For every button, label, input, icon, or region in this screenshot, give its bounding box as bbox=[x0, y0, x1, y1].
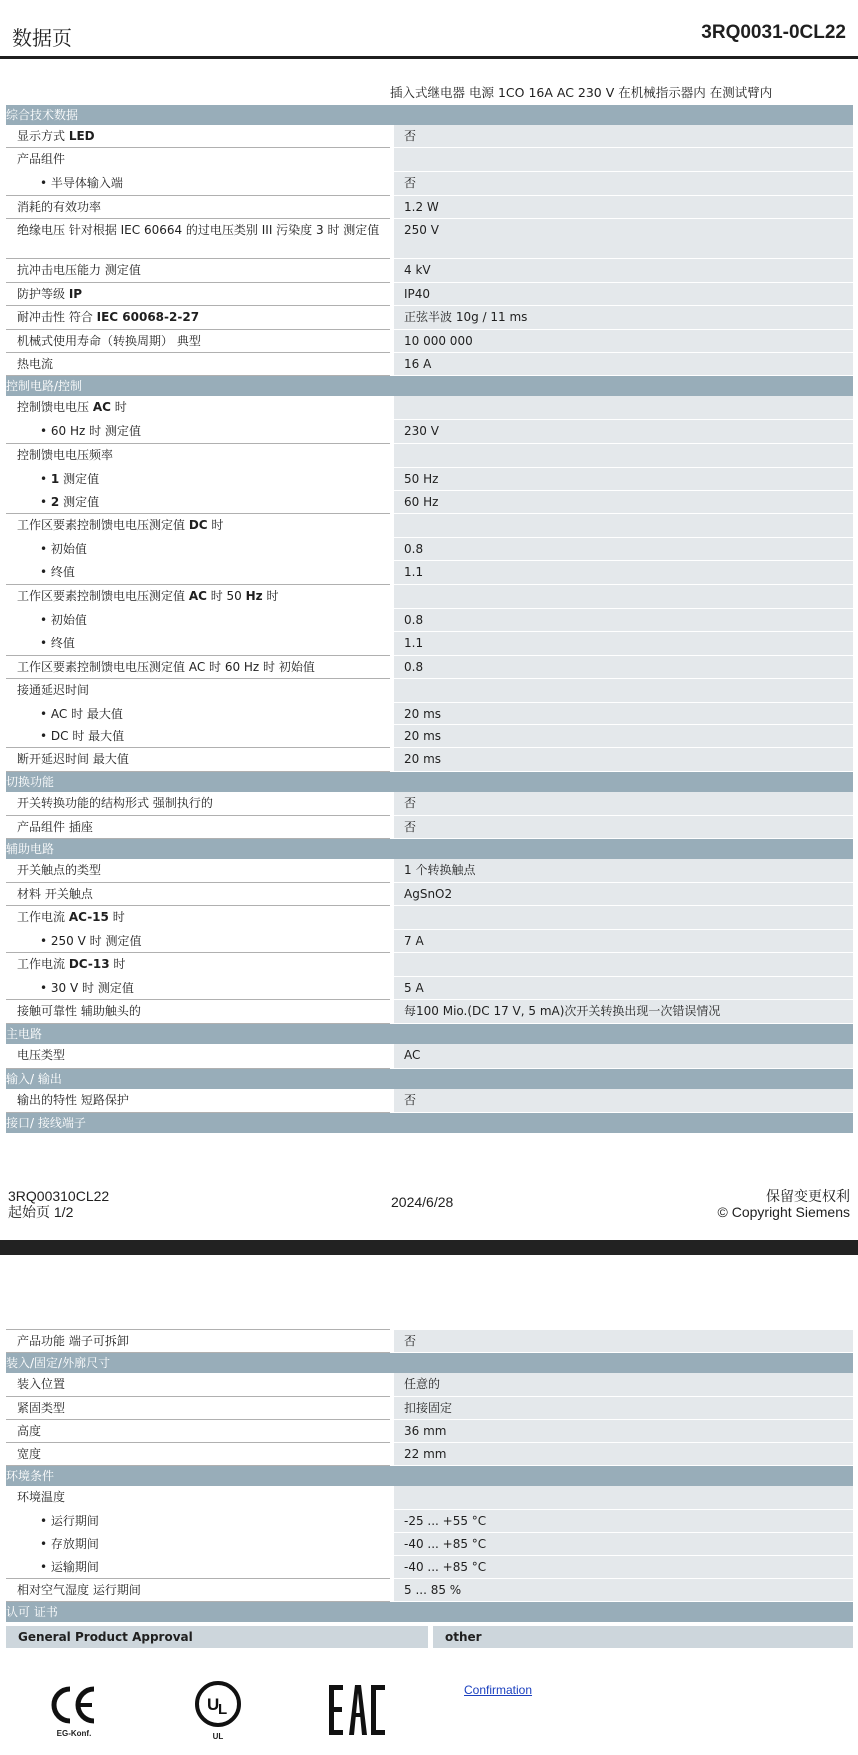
table-row bbox=[6, 1089, 853, 1113]
section-control bbox=[6, 376, 853, 396]
datasheet-table bbox=[6, 105, 853, 1133]
row-label: 工作电流 AC-15 时 bbox=[6, 906, 390, 930]
row-label: 高度 bbox=[6, 1420, 390, 1443]
row-label: • 运行期间 bbox=[6, 1510, 390, 1533]
row-label: 耐冲击性 符合 IEC 60068-2-27 bbox=[6, 306, 390, 330]
table-row bbox=[6, 538, 853, 561]
row-value: 0.8 bbox=[394, 609, 853, 632]
row-value: 扣接固定 bbox=[394, 1397, 853, 1420]
row-label: • DC 时 最大值 bbox=[6, 725, 390, 748]
row-value bbox=[394, 1486, 853, 1510]
section-title: 主电路 bbox=[6, 1027, 43, 1041]
row-label: • 运输期间 bbox=[6, 1556, 390, 1579]
row-label: • 半导体输入端 bbox=[6, 172, 390, 196]
table-row bbox=[6, 977, 853, 1000]
row-label: • 初始值 bbox=[6, 609, 390, 632]
table-row bbox=[6, 219, 853, 259]
row-label: 环境温度 bbox=[6, 1486, 390, 1510]
table-row bbox=[6, 725, 853, 748]
footer-page: 起始页 1/2 bbox=[8, 1204, 74, 1220]
table-row bbox=[6, 1486, 853, 1510]
row-value: 0.8 bbox=[394, 656, 853, 679]
row-value: AC bbox=[394, 1044, 853, 1069]
row-value: 任意的 bbox=[394, 1373, 853, 1397]
row-label: 电压类型 bbox=[6, 1044, 390, 1069]
header-title: 数据页 bbox=[12, 26, 72, 50]
table-row bbox=[6, 585, 853, 609]
row-value: 7 A bbox=[394, 930, 853, 953]
table-row bbox=[6, 748, 853, 772]
row-value: AgSnO2 bbox=[394, 883, 853, 906]
row-value: -40 ... +85 °C bbox=[394, 1556, 853, 1579]
row-value: 每100 Mio.(DC 17 V, 5 mA)次开关转换出现一次错误情况 bbox=[394, 1000, 853, 1024]
footer-copyright: © Copyright Siemens bbox=[717, 1204, 850, 1220]
row-value: 22 mm bbox=[394, 1443, 853, 1466]
row-label: 产品功能 端子可拆卸 bbox=[6, 1330, 390, 1353]
page-2 bbox=[0, 1255, 858, 1755]
row-value: 否 bbox=[394, 816, 853, 839]
row-value: IP40 bbox=[394, 283, 853, 306]
section-env bbox=[6, 1466, 853, 1486]
section-title: 综合技术数据 bbox=[6, 108, 79, 122]
table-row bbox=[6, 491, 853, 514]
row-label: 开关转换功能的结构形式 强制执行的 bbox=[6, 792, 390, 816]
table-row bbox=[6, 859, 853, 883]
table-row bbox=[6, 196, 853, 219]
table-row bbox=[6, 953, 853, 977]
section-title: 控制电路/控制 bbox=[6, 379, 83, 393]
ce-mark-icon bbox=[48, 1685, 100, 1725]
section-title: 装入/固定/外廓尺寸 bbox=[6, 1356, 111, 1370]
row-label: 热电流 bbox=[6, 353, 390, 376]
approval-col-general: General Product Approval bbox=[6, 1626, 428, 1648]
table-row bbox=[6, 353, 853, 376]
eac-logo bbox=[326, 1683, 388, 1741]
row-label: • AC 时 最大值 bbox=[6, 703, 390, 725]
table-row bbox=[6, 1000, 853, 1024]
header-divider bbox=[0, 56, 858, 59]
section-switching bbox=[6, 772, 853, 792]
footer-rights: 保留变更权利 bbox=[766, 1188, 850, 1204]
row-value: 4 kV bbox=[394, 259, 853, 283]
row-label: 接触可靠性 辅助触头的 bbox=[6, 1000, 390, 1024]
row-label: 工作区要素控制馈电电压测定值 DC 时 bbox=[6, 514, 390, 538]
row-label: 控制馈电电压频率 bbox=[6, 444, 390, 468]
row-label: 防护等级 IP bbox=[6, 283, 390, 306]
section-main bbox=[6, 1024, 853, 1044]
row-label: 绝缘电压 针对根据 IEC 60664 的过电压类别 III 污染度 3 时 测定值 bbox=[6, 219, 390, 259]
table-row bbox=[6, 468, 853, 491]
product-description: 插入式继电器 电源 1CO 16A AC 230 V 在机械指示器内 在测试臂内 bbox=[390, 85, 773, 100]
row-label: • 终值 bbox=[6, 561, 390, 585]
table-row bbox=[6, 125, 853, 148]
table-row bbox=[6, 1579, 853, 1602]
row-value bbox=[394, 679, 853, 703]
ce-logo: EG-Konf. bbox=[44, 1685, 104, 1738]
row-value: 36 mm bbox=[394, 1420, 853, 1443]
page-separator bbox=[0, 1240, 858, 1255]
row-label: 显示方式 LED bbox=[6, 125, 390, 148]
section-io bbox=[6, 1069, 853, 1089]
row-label: 开关触点的类型 bbox=[6, 859, 390, 883]
section-title: 环境条件 bbox=[6, 1469, 55, 1483]
row-value: 1.2 W bbox=[394, 196, 853, 219]
section-terminals bbox=[6, 1113, 853, 1133]
row-value: 1.1 bbox=[394, 632, 853, 656]
table-row bbox=[6, 1556, 853, 1579]
table-row bbox=[6, 444, 853, 468]
row-value: 1.1 bbox=[394, 561, 853, 585]
row-label: 抗冲击电压能力 测定值 bbox=[6, 259, 390, 283]
row-value bbox=[394, 906, 853, 930]
table-row bbox=[6, 1330, 853, 1353]
table-row bbox=[6, 679, 853, 703]
row-label: 装入位置 bbox=[6, 1373, 390, 1397]
table-row bbox=[6, 259, 853, 283]
row-label: 机械式使用寿命（转换周期） 典型 bbox=[6, 330, 390, 353]
table-row bbox=[6, 656, 853, 679]
row-label: 接通延迟时间 bbox=[6, 679, 390, 703]
table-row bbox=[6, 703, 853, 725]
row-value: 否 bbox=[394, 125, 853, 148]
datasheet-table-continued bbox=[6, 1329, 853, 1648]
row-label: 输出的特性 短路保护 bbox=[6, 1089, 390, 1113]
table-row bbox=[6, 792, 853, 816]
approval-header bbox=[6, 1626, 853, 1648]
row-value: 否 bbox=[394, 792, 853, 816]
row-label: 相对空气湿度 运行期间 bbox=[6, 1579, 390, 1602]
table-row bbox=[6, 1373, 853, 1397]
row-label: 工作电流 DC-13 时 bbox=[6, 953, 390, 977]
eac-mark-icon bbox=[327, 1683, 387, 1737]
row-value: 250 V bbox=[394, 219, 853, 259]
svg-text:U: U bbox=[207, 1695, 220, 1714]
row-label: • 存放期间 bbox=[6, 1533, 390, 1556]
row-value: 10 000 000 bbox=[394, 330, 853, 353]
row-label: • 终值 bbox=[6, 632, 390, 656]
table-row bbox=[6, 306, 853, 330]
row-label: 产品组件 插座 bbox=[6, 816, 390, 839]
row-value: 60 Hz bbox=[394, 491, 853, 514]
row-label: • 30 V 时 测定值 bbox=[6, 977, 390, 1000]
page-header bbox=[0, 0, 858, 56]
table-row bbox=[6, 816, 853, 839]
section-general bbox=[6, 105, 853, 125]
section-title: 辅助电路 bbox=[6, 842, 55, 856]
row-value: 5 ... 85 % bbox=[394, 1579, 853, 1602]
row-label: 紧固类型 bbox=[6, 1397, 390, 1420]
row-value bbox=[394, 514, 853, 538]
row-label: • 1 测定值 bbox=[6, 468, 390, 491]
footer-date: 2024/6/28 bbox=[391, 1194, 454, 1210]
section-aux bbox=[6, 839, 853, 859]
table-row bbox=[6, 1420, 853, 1443]
row-label: • 2 测定值 bbox=[6, 491, 390, 514]
table-row bbox=[6, 561, 853, 585]
table-row bbox=[6, 906, 853, 930]
section-title: 接口/ 接线端子 bbox=[6, 1116, 86, 1130]
table-row bbox=[6, 420, 853, 444]
row-value: -40 ... +85 °C bbox=[394, 1533, 853, 1556]
header-product-code: 3RQ0031-0CL22 bbox=[701, 22, 846, 43]
table-row bbox=[6, 514, 853, 538]
table-row bbox=[6, 1533, 853, 1556]
row-label: 宽度 bbox=[6, 1443, 390, 1466]
approval-col-other: other bbox=[433, 1626, 853, 1648]
table-row bbox=[6, 396, 853, 420]
confirmation-link[interactable]: Confirmation bbox=[464, 1683, 533, 1697]
row-value: 16 A bbox=[394, 353, 853, 376]
table-row bbox=[6, 1044, 853, 1069]
row-value: 5 A bbox=[394, 977, 853, 1000]
row-value: 20 ms bbox=[394, 703, 853, 725]
section-cert bbox=[6, 1602, 853, 1622]
row-label: • 250 V 时 测定值 bbox=[6, 930, 390, 953]
row-value: 否 bbox=[394, 172, 853, 196]
row-label: • 60 Hz 时 测定值 bbox=[6, 420, 390, 444]
row-value: 1 个转换触点 bbox=[394, 859, 853, 883]
row-value: 230 V bbox=[394, 420, 853, 444]
svg-text:L: L bbox=[218, 1701, 228, 1718]
table-row bbox=[6, 283, 853, 306]
section-title: 输入/ 输出 bbox=[6, 1072, 62, 1086]
row-label: 控制馈电电压 AC 时 bbox=[6, 396, 390, 420]
row-label: 材料 开关触点 bbox=[6, 883, 390, 906]
ul-logo: U L UL bbox=[190, 1680, 246, 1741]
row-label: 工作区要素控制馈电电压测定值 AC 时 60 Hz 时 初始值 bbox=[6, 656, 390, 679]
row-label: 消耗的有效功率 bbox=[6, 196, 390, 219]
table-row bbox=[6, 1397, 853, 1420]
row-value: 20 ms bbox=[394, 748, 853, 772]
row-value: 正弦半波 10g / 11 ms bbox=[394, 306, 853, 330]
table-row bbox=[6, 330, 853, 353]
table-row bbox=[6, 1510, 853, 1533]
section-title: 切换功能 bbox=[6, 775, 55, 789]
row-value bbox=[394, 148, 853, 172]
row-value: -25 ... +55 °C bbox=[394, 1510, 853, 1533]
table-row bbox=[6, 1443, 853, 1466]
row-value: 20 ms bbox=[394, 725, 853, 748]
table-row bbox=[6, 883, 853, 906]
row-label: 工作区要素控制馈电电压测定值 AC 时 50 Hz 时 bbox=[6, 585, 390, 609]
table-row bbox=[6, 609, 853, 632]
table-row bbox=[6, 632, 853, 656]
footer-code: 3RQ00310CL22 bbox=[8, 1188, 110, 1204]
row-value: 否 bbox=[394, 1330, 853, 1353]
row-label: • 初始值 bbox=[6, 538, 390, 561]
table-row bbox=[6, 930, 853, 953]
row-value bbox=[394, 953, 853, 977]
row-label: 断开延迟时间 最大值 bbox=[6, 748, 390, 772]
row-value bbox=[394, 396, 853, 420]
row-value: 0.8 bbox=[394, 538, 853, 561]
table-row bbox=[6, 172, 853, 196]
section-mount bbox=[6, 1353, 853, 1373]
row-label: 产品组件 bbox=[6, 148, 390, 172]
table-row bbox=[6, 148, 853, 172]
row-value bbox=[394, 585, 853, 609]
section-title: 认可 证书 bbox=[6, 1605, 58, 1619]
row-value bbox=[394, 444, 853, 468]
row-value: 否 bbox=[394, 1089, 853, 1113]
ul-mark-icon bbox=[194, 1680, 242, 1728]
row-value: 50 Hz bbox=[394, 468, 853, 491]
